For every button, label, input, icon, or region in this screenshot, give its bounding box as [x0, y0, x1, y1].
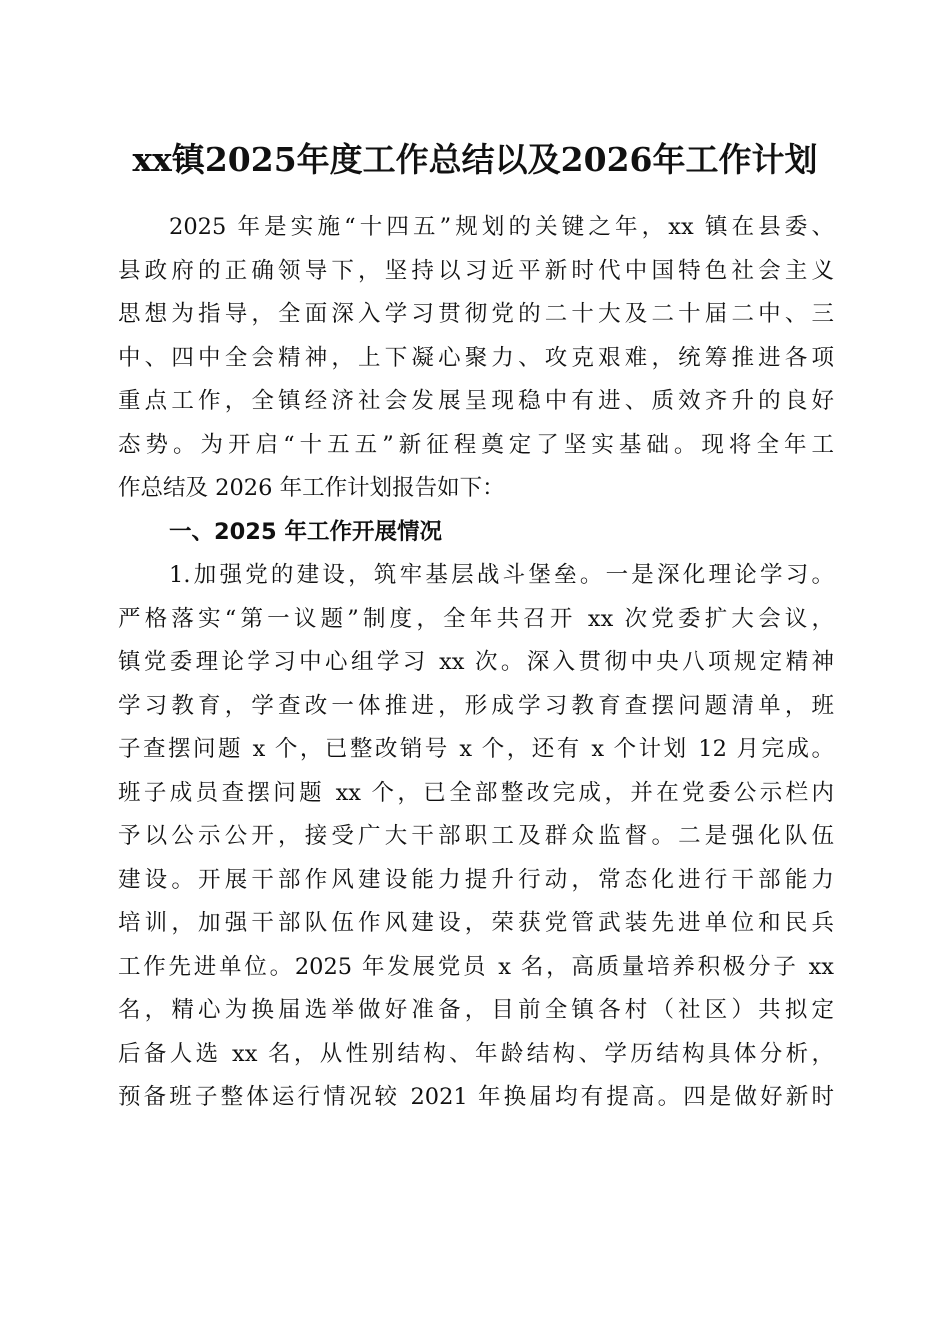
paragraph-line: 名，精心为换届选举做好准备，目前全镇各村（社区）共拟定 — [118, 997, 834, 1023]
paragraph-line: 予以公示公开，接受广大干部职工及群众监督。二是强化队伍 — [118, 823, 834, 849]
intro-paragraph — [118, 206, 834, 511]
paragraph-line: 班子成员查摆问题 xx 个，已全部整改完成，并在党委公示栏内 — [118, 779, 834, 806]
paragraph-line: 思想为指导，全面深入学习贯彻党的二十大及二十届二中、三 — [118, 301, 834, 327]
paragraph-line: 建设。开展干部作风建设能力提升行动，常态化进行干部能力 — [118, 866, 834, 893]
paragraph-line: 预备班子整体运行情况较 2021 年换届均有提高。四是做好新时 — [118, 1084, 834, 1110]
paragraph-line: 态势。为开启“十五五”新征程奠定了坚实基础。现将全年工 — [118, 431, 834, 458]
paragraph-line: 县政府的正确领导下，坚持以习近平新时代中国特色社会主义 — [118, 257, 834, 284]
paragraph-line: 2025 年是实施“十四五”规划的关键之年，xx 镇在县委、 — [169, 214, 834, 240]
section-1-paragraph — [118, 554, 834, 1120]
paragraph-line: 子查摆问题 x 个，已整改销号 x 个，还有 x 个计划 12 月完成。 — [118, 736, 834, 762]
paragraph-line: 严格落实“第一议题”制度，全年共召开 xx 次党委扩大会议， — [118, 605, 834, 632]
paragraph-line: 镇党委理论学习中心组学习 xx 次。深入贯彻中央八项规定精神 — [118, 649, 834, 675]
paragraph-line: 重点工作，全镇经济社会发展呈现稳中有进、质效齐升的良好 — [118, 388, 834, 414]
paragraph-line: 学习教育，学查改一体推进，形成学习教育查摆问题清单，班 — [118, 692, 834, 719]
document-body — [118, 206, 834, 1120]
paragraph-line: 后备人选 xx 名，从性别结构、年龄结构、学历结构具体分析， — [118, 1040, 834, 1067]
paragraph-line: 作总结及 2026 年工作计划报告如下： — [118, 475, 505, 501]
paragraph-line: 1.加强党的建设，筑牢基层战斗堡垒。一是深化理论学习。 — [169, 562, 834, 588]
section-heading: 一、2025 年工作开展情况 — [169, 518, 442, 545]
paragraph-line: 工作先进单位。2025 年发展党员 x 名，高质量培养积极分子 xx — [118, 953, 834, 980]
paragraph-line: 培训，加强干部队伍作风建设，荣获党管武装先进单位和民兵 — [118, 910, 834, 936]
document-title: xx镇2025年度工作总结以及2026年工作计划 — [132, 140, 818, 179]
paragraph-line: 中、四中全会精神，上下凝心聚力、攻克艰难，统筹推进各项 — [118, 344, 834, 371]
